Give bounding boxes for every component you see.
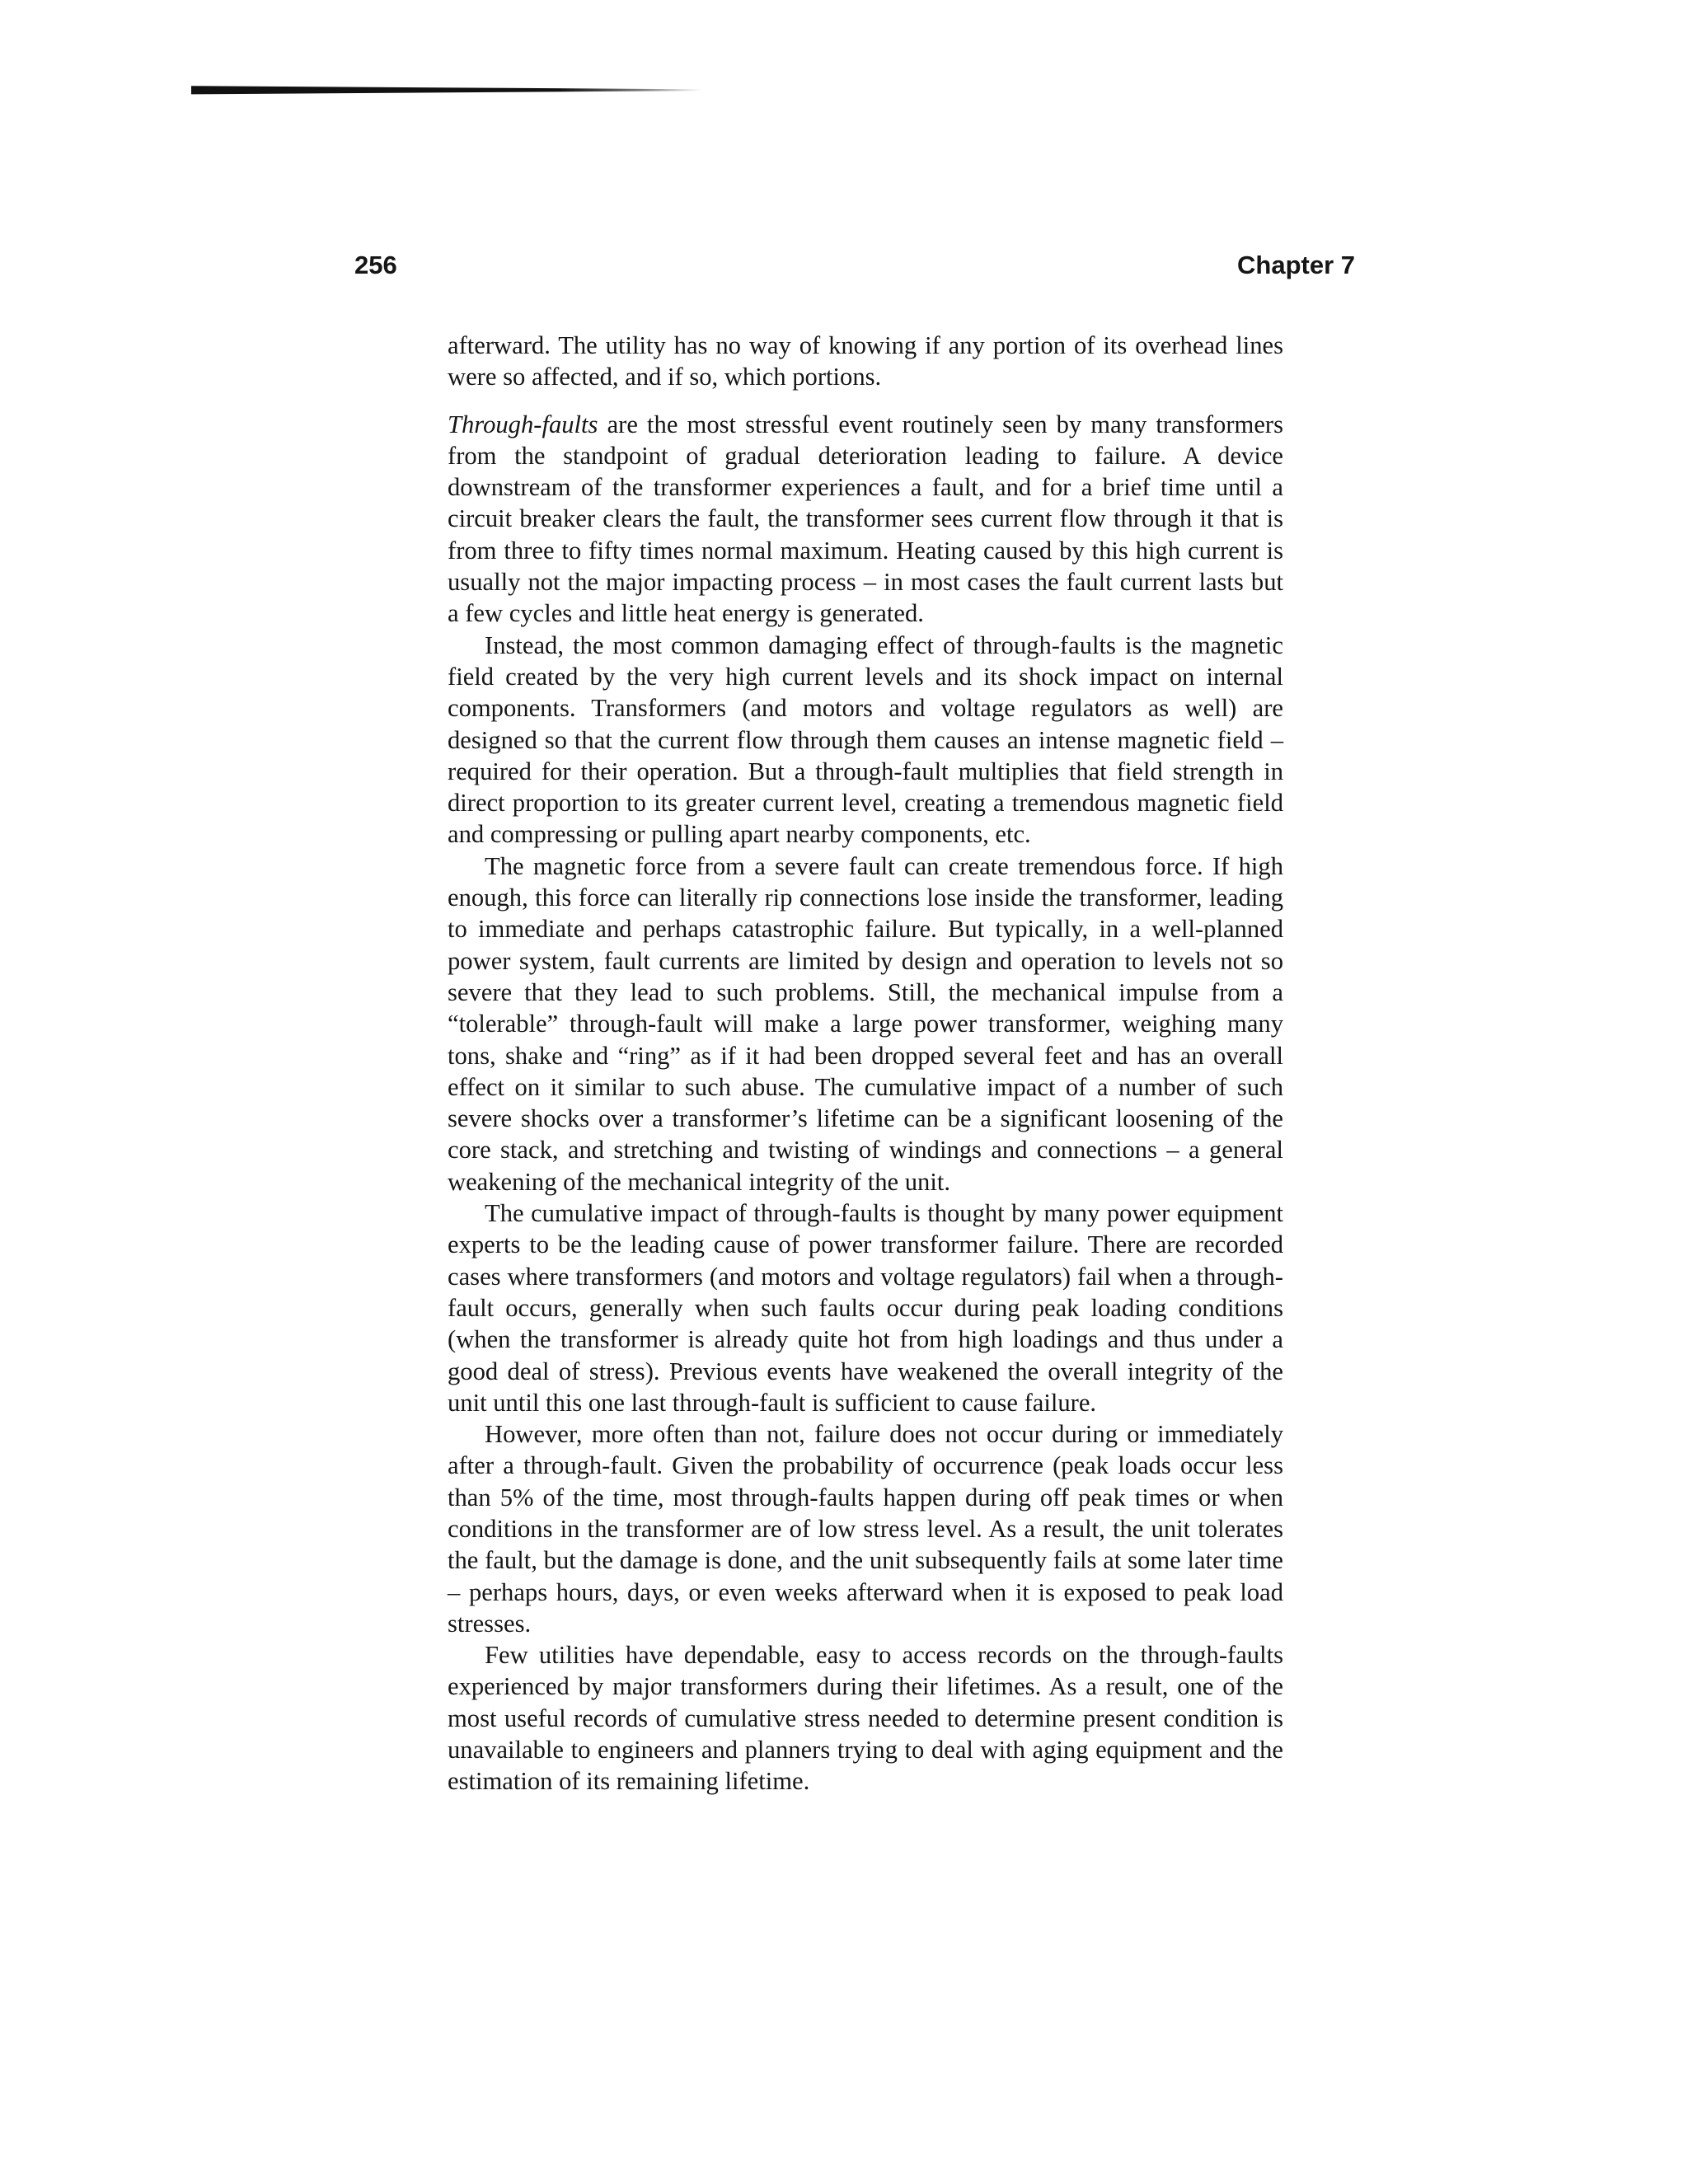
paragraph-through-faults <box>448 409 1283 630</box>
scan-edge-rule <box>191 85 702 95</box>
paragraph-text: The magnetic force from a severe fault can create tremendous force. If high enough, this force can literally rip connections lose inside the transformer, leading to immediate and perhaps catastrophic failure. But typically, in a well-planned power system, fault currents are limited by design and operation to levels not so severe that they lead to such problems. Still, the mechanical impulse from a “tolerable” through-fault will make a large power transformer, weighing many tons, shake and “ring” as if it had been dropped several feet and has an overall effect on it similar to such abuse. The cumulative impact of a number of such severe shocks over a transformer’s lifetime can be a significant loosening of the core stack, and stretching and twisting of windings and connections – a general weakening of the mechanical integrity of the unit. <box>448 851 1283 1196</box>
italic-term: Through-faults <box>448 410 598 438</box>
paragraph-magnetic-force <box>448 851 1283 1197</box>
paragraph-text: The cumulative impact of through-faults is thought by many power equipment experts to be the leading cause of power transformer failure. There are recorded cases where transformers (and motors and voltage regulators) fail when a through-fault occurs, generally when such faults occur during peak loading conditions (when the transformer is already quite hot from high loadings and thus under a good deal of stress). Previous events have weakened the overall integrity of the unit until this one last through-fault is sufficient to cause failure. <box>448 1199 1283 1417</box>
body-text <box>448 330 1283 1797</box>
paragraph-text: However, more often than not, failure does not occur during or immediately after a through-fault. Given the probability of occurrence (peak loads occur less than 5% of the time, most through-faults happen during off peak times or when conditions in the transformer are of low stress level. As a result, the unit tolerates the fault, but the damage is done, and the unit subsequently fails at some later time – perhaps hours, days, or even weeks afterward when it is exposed to peak load stresses. <box>448 1420 1283 1638</box>
paragraph-text: Instead, the most common damaging effect of through-faults is the magnetic field created by the very high current levels and its shock impact on internal components. Transformers (and motors and voltage regulators as well) are designed so that the current flow through them causes an intense magnetic field – required for their operation. But a through-fault multiplies that field strength in direct proportion to its greater current level, creating a tremendous magnetic field and compressing or pulling apart nearby components, etc. <box>448 630 1283 849</box>
paragraph-text: Few utilities have dependable, easy to access records on the through-faults experienced by major transformers during their lifetimes. As a result, one of the most useful records of cumulative stress needed to determine present condition is unavailable to engineers and planners trying to deal with aging equipment and the estimation of its remaining lifetime. <box>448 1641 1283 1796</box>
paragraph-text: afterward. The utility has no way of knowing if any portion of its overhead lines were so affected, and if so, which portions. <box>448 331 1283 391</box>
paragraph-cumulative-impact <box>448 1197 1283 1418</box>
page-number: 256 <box>354 251 397 279</box>
running-head-chapter: Chapter 7 <box>1237 251 1355 279</box>
paragraph-records <box>448 1639 1283 1797</box>
paragraph-continuation <box>448 330 1283 393</box>
paragraph-text: are the most stressful event routinely seen by many transformers from the standpoint of gradual deterioration leading to failure. A device downstream of the transformer experiences a fault, and for a brief time until a circuit breaker clears the fault, the transformer sees current flow through it that is from three to fifty times normal maximum. Heating caused by this high current is usually not the major impacting process – in most cases the fault current lasts but a few cycles and little heat energy is generated. <box>448 410 1283 628</box>
paragraph-magnetic-field <box>448 630 1283 851</box>
paragraph-failure-timing <box>448 1418 1283 1639</box>
